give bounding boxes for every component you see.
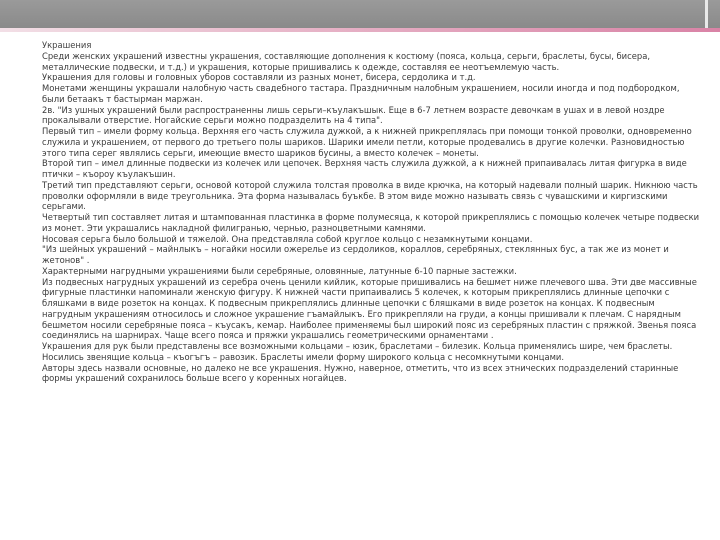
paragraph-earring-type-3: Третий тип представляют серьги, основой которой служила толстая проволка в виде крючка, на который надевали полный шарик. Никнюю часть проволки оформляли в виде треугольника. Эта форма называлась буъкбе. В этом виде можно называть связь с чувашскими и киргизскими серьгами. <box>42 179 698 212</box>
paragraph-head-ornaments: Украшения для головы и головных уборов составляли из разных монет, бисера, сердолика и т.д. <box>42 72 476 83</box>
paragraph-intro: Среди женских украшений известны украшения, составляющие дополнения к костюму (пояса, кольца, серьги, браслеты, бусы, бисера, металлические подвески, и т.д.) и украшения, которые пришивались к одежде, составляя ее неотъемлемую часть. <box>42 50 650 72</box>
paragraph-hanging-ornaments: Из подвесных нагрудных украшений из серебра очень ценили кийлик, которые пришивались на бешмет ниже плечевого шва. Эти две массивные фигурные пластинки напоминали женскую фигуру. К нижней части припаивались 5 колечек, к которым прикреплялись длинные цепочки с бляшками в виде розеток на концах. К подвесным прикреплялись длинные цепочки с бляшками в виде розеток на концах. К подвесным нагрудным украшениям относилось и сложное украшение гъамайлыкъ. Его прикрепляли на груди, а концы пришивали к плечам. С нарядным бешметом носили серебряные пояса – къусакъ, кемар. Наиболее применяемы был широкий пояс из серебряных пластин с пряжкой. Звенья пояса соединялись на шарнирах. Чаще всего пояса и пряжки украшались геометрическими орнаментами . <box>42 276 697 341</box>
slide-text-body <box>42 40 702 384</box>
paragraph-earrings-intro: 2в. "Из ушных украшений были распространенны лишь серьги–къулакъшык. Еще в 6-7 летнем возрасте девочкам в ушах и в левой ноздре прокалывали отверстие. Ногайские серьги можно подразделить на 4 типа". <box>42 104 665 126</box>
accent-stripe <box>0 28 720 32</box>
paragraph-hand-ornaments: Украшения для рук были представлены все возможными кольцами – юзик, браслетами – билезик. Кольца применялись шире, чем браслеты. Носились звенящие кольца – къогъгъ – равозик. Браслеты имели форму широкого кольца с несомкнутыми концами. <box>42 341 673 362</box>
paragraph-earring-type-2: Второй тип – имел длинные подвески из колечек или цепочек. Верхняя часть служила дужкой, а к нижней припаивалась литая фигурка в виде птички – къороу къулакъшин. <box>42 158 687 179</box>
paragraph-chest-clasps: Характерными нагрудными украшениями были серебряные, оловянные, латунные 6-10 парные застежки. <box>42 265 517 276</box>
paragraph-forehead-ornaments: Монетами женщины украшали налобную часть свадебного тастара. Праздничным налобным украшением, носили иногда и под подбородком, были бетаакъ т бастырман маржан. <box>42 83 680 104</box>
paragraph-earring-type-4: Четвертый тип составляет литая и штампованная пластинка в форме полумесяца, к которой прикреплялись с помощью колечек четыре подвески из монет. Эти украшались накладной филигранью, чернью, разноцветными камнями. <box>42 212 700 233</box>
banner-corner-mark <box>705 0 708 28</box>
top-banner <box>0 0 720 28</box>
paragraph-nose-ring: Носовая серьга было большой и тяжелой. Она представляла собой круглое кольцо с незамкнутыми концами. <box>42 233 533 244</box>
paragraph-neck-ornaments: "Из шейных украшений – майнлыкъ – ногайки носили ожерелье из сердоликов, кораллов, серебряных, стеклянных бус, а так же из монет и жетонов" . <box>42 244 669 265</box>
slide-title: Украшения <box>42 40 92 50</box>
paragraph-earring-type-1: Первый тип – имели форму кольца. Верхняя его часть служила дужкой, а к нижней прикреплялась при помощи тонкой проволки, одновременно служила и украшением, от первого до третьего полы шариков. Шарики имели петли, которые продевались в другие колечки. Разновидностью этого типа серег являлись серьги, имеющие вместо шариков бусины, а вместо колечек – монеты. <box>42 126 692 158</box>
paragraph-conclusion: Авторы здесь назвали основные, но далеко не все украшения. Нужно, наверное, отметить, что из всех этнических подразделений старинные формы украшений сохранилось больше всего у коренных ногайцев. <box>42 362 679 384</box>
